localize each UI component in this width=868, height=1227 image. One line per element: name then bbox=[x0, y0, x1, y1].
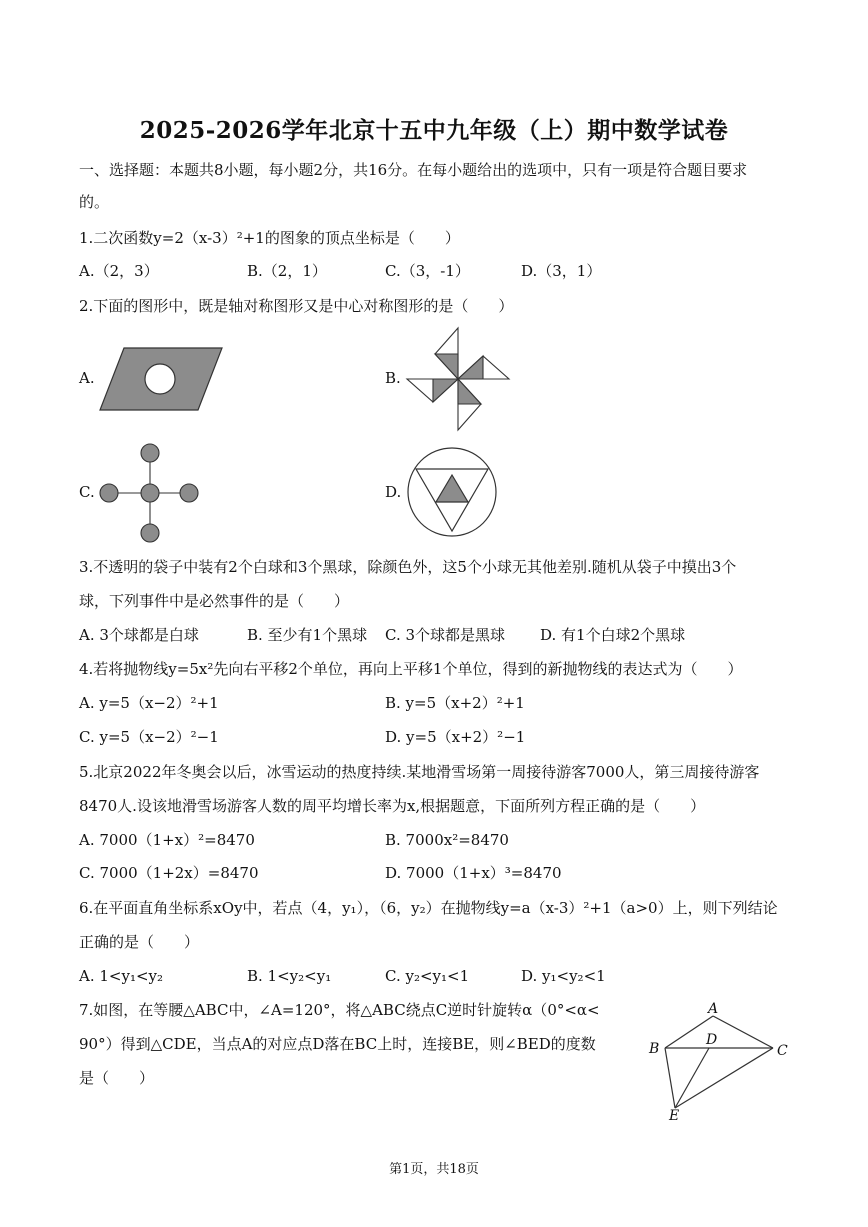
page-footer: 第1页，共18页 bbox=[389, 1162, 479, 1177]
pinwheel-figure bbox=[405, 326, 511, 432]
q7-geometry-figure bbox=[645, 1000, 795, 1122]
q5-option-d: D. 7000（1+x）³=8470 bbox=[385, 864, 562, 882]
parallelogram-with-circle-figure bbox=[98, 346, 224, 412]
q6-option-b: B. 1<y₂<y₁ bbox=[247, 967, 332, 985]
q1-option-c: C.（3，-1） bbox=[385, 262, 470, 280]
q7-stem-line3: 是（ ） bbox=[79, 1069, 155, 1087]
section-instructions-line2: 的。 bbox=[79, 193, 110, 211]
q2-label-c: C. bbox=[79, 483, 95, 501]
q4-option-b: B. y=5（x+2）²+1 bbox=[385, 694, 525, 712]
q3-stem-line1: 3.不透明的袋子中装有2个白球和3个黑球，除颜色外，这5个小球无其他差别.随机从袋子中摸出3个 bbox=[79, 558, 737, 576]
q1-stem: 1.二次函数y=2（x-3）²+1的图象的顶点坐标是（ ） bbox=[79, 229, 460, 247]
q1-option-a: A.（2，3） bbox=[79, 262, 159, 280]
q3-option-b: B. 至少有1个黑球 bbox=[247, 626, 368, 644]
section-instructions-line1: 一、选择题：本题共8小题，每小题2分，共16分。在每小题给出的选项中，只有一项是符合题目要求 bbox=[79, 161, 748, 179]
q2-label-d: D. bbox=[385, 483, 402, 501]
q7-stem-line2: 90°）得到△CDE，当点A的对应点D落在BC上时，连接BE，则∠BED的度数 bbox=[79, 1035, 596, 1053]
q2-stem: 2.下面的图形中，既是轴对称图形又是中心对称图形的是（ ） bbox=[79, 297, 514, 315]
q2-label-b: B. bbox=[385, 369, 401, 387]
q4-option-a: A. y=5（x−2）²+1 bbox=[79, 694, 219, 712]
q6-option-d: D. y₁<y₂<1 bbox=[521, 967, 606, 985]
q1-option-d: D.（3，1） bbox=[521, 262, 602, 280]
point-label-e: E bbox=[669, 1108, 680, 1122]
circle-triangle-figure bbox=[406, 446, 498, 538]
q5-option-c: C. 7000（1+2x）=8470 bbox=[79, 864, 259, 882]
q3-option-d: D. 有1个白球2个黑球 bbox=[540, 626, 686, 644]
point-label-b: B bbox=[649, 1041, 660, 1057]
q3-option-a: A. 3个球都是白球 bbox=[79, 626, 199, 644]
point-label-a: A bbox=[708, 1001, 719, 1017]
page-title: 2025-2026学年北京十五中九年级（上）期中数学试卷 bbox=[139, 117, 729, 144]
q4-option-c: C. y=5（x−2）²−1 bbox=[79, 728, 219, 746]
q5-option-a: A. 7000（1+x）²=8470 bbox=[79, 831, 255, 849]
q6-stem-line1: 6.在平面直角坐标系xOy中，若点（4，y₁），（6，y₂）在抛物线y=a（x-3）²+1（a>0）上，则下列结论 bbox=[79, 899, 778, 917]
cross-of-circles-figure bbox=[97, 441, 203, 545]
q1-option-b: B.（2，1） bbox=[247, 262, 327, 280]
q6-option-a: A. 1<y₁<y₂ bbox=[79, 967, 164, 985]
q5-stem-line1: 5.北京2022年冬奥会以后，冰雪运动的热度持续.某地滑雪场第一周接待游客7000人，第三周接待游客 bbox=[79, 763, 760, 781]
q7-stem-line1: 7.如图，在等腰△ABC中，∠A=120°，将△ABC绕点C逆时针旋转α（0°<α< bbox=[79, 1001, 600, 1019]
point-label-d: D bbox=[706, 1032, 718, 1048]
point-label-c: C bbox=[777, 1043, 788, 1059]
q5-option-b: B. 7000x²=8470 bbox=[385, 831, 509, 849]
q6-option-c: C. y₂<y₁<1 bbox=[385, 967, 470, 985]
q3-option-c: C. 3个球都是黑球 bbox=[385, 626, 506, 644]
q2-label-a: A. bbox=[79, 369, 95, 387]
q4-stem: 4.若将抛物线y=5x²先向右平移2个单位，再向上平移1个单位，得到的新抛物线的表达式为（ ） bbox=[79, 660, 743, 678]
q6-stem-line2: 正确的是（ ） bbox=[79, 933, 200, 951]
q5-stem-line2: 8470人.设该地滑雪场游客人数的周平均增长率为x,根据题意，下面所列方程正确的是（ ） bbox=[79, 797, 706, 815]
q4-option-d: D. y=5（x+2）²−1 bbox=[385, 728, 526, 746]
q3-stem-line2: 球，下列事件中是必然事件的是（ ） bbox=[79, 592, 350, 610]
